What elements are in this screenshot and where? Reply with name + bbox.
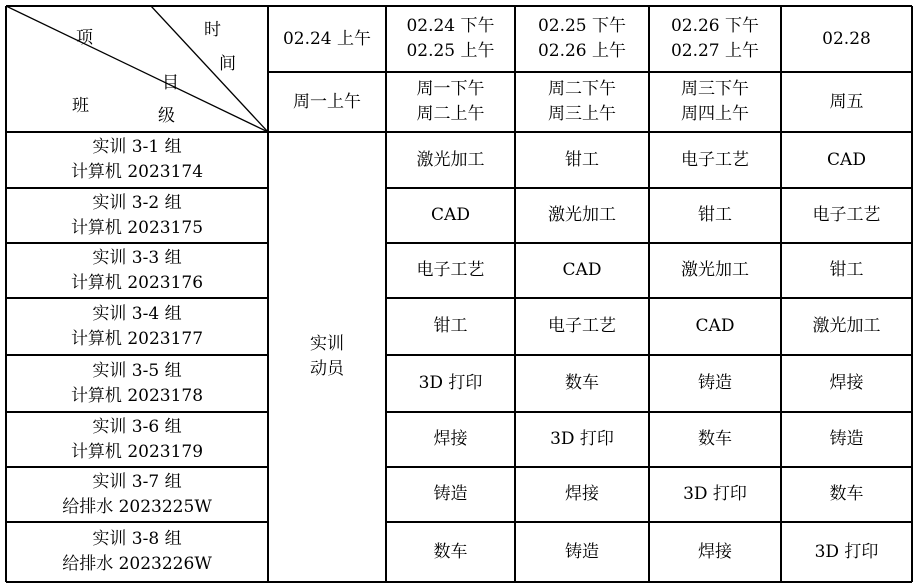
table-rule: [514, 6, 515, 582]
group-label: [6, 132, 268, 188]
header-weekday-line: 周二下午: [548, 79, 616, 99]
course-cell: [386, 522, 515, 582]
course-cell: [515, 467, 649, 522]
header-weekday-line: 周一上午: [293, 91, 361, 112]
group-label-line: 实训 3-3 组: [92, 247, 182, 268]
course-cell-line: 焊接: [698, 541, 732, 562]
table-rule: [268, 71, 912, 72]
header-date-line: 02.25 上午: [406, 41, 495, 61]
course-cell: [515, 132, 649, 188]
table-rule: [6, 242, 268, 243]
header-date-line: 02.24 下午: [406, 16, 495, 36]
corner-label-mu: 目: [162, 73, 179, 93]
course-cell-line: 焊接: [829, 373, 864, 393]
header-weekday: [515, 72, 649, 132]
header-date: [649, 6, 781, 72]
course-cell-line: 铸造: [829, 429, 864, 449]
course-cell: [515, 412, 649, 467]
group-label: [6, 188, 268, 243]
course-cell: [781, 467, 912, 522]
table-rule: [6, 466, 268, 467]
corner-label-shi: 时: [204, 20, 221, 40]
corner-label-jian: 间: [219, 54, 236, 74]
course-cell-line: 焊接: [565, 484, 599, 504]
header-weekday: [781, 72, 912, 132]
course-cell-line: 数车: [829, 484, 864, 504]
course-cell: [781, 355, 912, 412]
course-cell-line: 数车: [565, 373, 599, 393]
header-weekday: [386, 72, 515, 132]
course-cell-line: 3D 打印: [550, 429, 614, 449]
course-cell-line: CAD: [431, 205, 470, 225]
header-weekday-line: 周四上午: [681, 104, 749, 124]
group-label: [6, 412, 268, 467]
course-cell: [515, 355, 649, 412]
course-cell-line: 电子工艺: [416, 260, 485, 280]
header-date-line: 02.27 上午: [670, 41, 760, 61]
course-cell-line: 电子工艺: [681, 149, 749, 170]
course-cell: [649, 132, 781, 188]
course-cell: [386, 132, 515, 188]
group-label: [6, 298, 268, 355]
course-cell: [515, 298, 649, 355]
table-rule: [6, 354, 268, 357]
course-cell-line: CAD: [695, 316, 735, 336]
course-cell: [649, 467, 781, 522]
group-label: [6, 243, 268, 298]
course-cell: [649, 298, 781, 355]
group-label-line: 给排水 2023226W: [62, 554, 212, 574]
group-label: [6, 467, 268, 522]
header-date-line: 02.25 下午: [537, 16, 627, 36]
group-label-line: 计算机 2023175: [70, 217, 204, 238]
course-cell: [386, 355, 515, 412]
course-cell: [781, 412, 912, 467]
table-rule: [267, 6, 268, 582]
table-rule: [911, 6, 914, 582]
header-weekday-line: 周三下午: [681, 79, 749, 99]
course-cell: [515, 188, 649, 243]
header-date-line: 02.26 上午: [537, 41, 627, 61]
header-date-line: 02.24 上午: [282, 28, 372, 49]
course-cell: [649, 412, 781, 467]
course-cell: [386, 467, 515, 522]
course-cell-line: 钳工: [698, 205, 732, 225]
course-cell: [386, 298, 515, 355]
course-cell: [386, 188, 515, 243]
course-cell-line: 3D 打印: [418, 373, 483, 393]
mobilization-cell-line: 实训: [310, 334, 344, 354]
group-label-line: 实训 3-4 组: [92, 303, 182, 324]
table-rule: [780, 6, 781, 582]
course-cell: [781, 188, 912, 243]
course-cell-line: 数车: [433, 541, 468, 562]
course-cell: [386, 412, 515, 467]
table-rule: [385, 6, 388, 582]
group-label-line: 给排水 2023225W: [62, 496, 212, 517]
header-date-line: 02.26 下午: [670, 16, 760, 36]
corner-label-xiang: 项: [76, 28, 93, 48]
course-cell-line: 电子工艺: [812, 205, 881, 225]
course-cell: [515, 243, 649, 298]
schedule-table: [6, 6, 912, 582]
course-cell-line: 铸造: [698, 373, 732, 393]
table-rule: [6, 297, 268, 298]
course-cell: [386, 243, 515, 298]
group-label-line: 实训 3-1 组: [92, 137, 182, 157]
group-label-line: 计算机 2023177: [70, 328, 204, 349]
table-rule: [6, 5, 912, 8]
table-rule: [5, 6, 8, 582]
table-rule: [648, 6, 649, 582]
course-cell-line: 焊接: [433, 429, 468, 449]
group-label-line: 实训 3-5 组: [92, 360, 182, 381]
mobilization-cell: [268, 132, 386, 582]
course-cell-line: 激光加工: [416, 149, 485, 170]
table-rule: [6, 411, 268, 412]
course-cell: [781, 243, 912, 298]
course-cell: [515, 522, 649, 582]
course-cell-line: 钳工: [565, 149, 599, 170]
course-cell-line: 钳工: [433, 316, 468, 336]
course-cell-line: 激光加工: [548, 205, 616, 225]
group-label-line: 计算机 2023178: [70, 385, 204, 406]
header-date: [386, 6, 515, 72]
course-cell: [649, 355, 781, 412]
group-label-line: 实训 3-6 组: [92, 416, 182, 437]
header-weekday-line: 周五: [829, 91, 864, 112]
course-cell: [649, 243, 781, 298]
header-weekday: [268, 72, 386, 132]
corner-label-ji: 级: [158, 106, 175, 126]
course-cell-line: 3D 打印: [814, 541, 879, 562]
group-label: [6, 355, 268, 412]
table-rule: [6, 521, 268, 522]
table-rule: [6, 581, 912, 584]
header-date: [268, 6, 386, 72]
header-date: [781, 6, 912, 72]
header-weekday-line: 周二上午: [416, 104, 485, 124]
group-label-line: 计算机 2023174: [70, 162, 204, 182]
course-cell-line: 数车: [698, 429, 732, 449]
group-label-line: 实训 3-7 组: [92, 471, 182, 492]
course-cell-line: 电子工艺: [548, 316, 616, 336]
course-cell: [781, 522, 912, 582]
header-weekday: [649, 72, 781, 132]
group-label: [6, 522, 268, 582]
course-cell: [649, 188, 781, 243]
header-weekday-line: 周一下午: [416, 79, 485, 99]
table-rule: [6, 131, 912, 134]
group-label-line: 计算机 2023179: [70, 441, 204, 462]
corner-label-ban: 班: [72, 96, 89, 116]
course-cell-line: 激光加工: [681, 260, 749, 280]
course-cell-line: 3D 打印: [683, 484, 747, 504]
course-cell-line: 激光加工: [812, 316, 881, 336]
course-cell-line: 铸造: [565, 541, 599, 562]
course-cell-line: 钳工: [829, 260, 864, 280]
header-weekday-line: 周三上午: [548, 104, 616, 124]
course-cell: [781, 132, 912, 188]
course-cell-line: 铸造: [433, 484, 468, 504]
group-label-line: 计算机 2023176: [70, 272, 204, 293]
course-cell-line: CAD: [827, 149, 866, 170]
course-cell-line: CAD: [562, 260, 602, 280]
header-date: [515, 6, 649, 72]
table-rule: [6, 187, 268, 188]
group-label-line: 实训 3-2 组: [92, 192, 182, 213]
mobilization-cell-line: 动员: [310, 359, 344, 379]
group-label-line: 实训 3-8 组: [92, 529, 182, 549]
course-cell: [781, 298, 912, 355]
course-cell: [649, 522, 781, 582]
header-date-line: 02.28: [822, 28, 871, 49]
